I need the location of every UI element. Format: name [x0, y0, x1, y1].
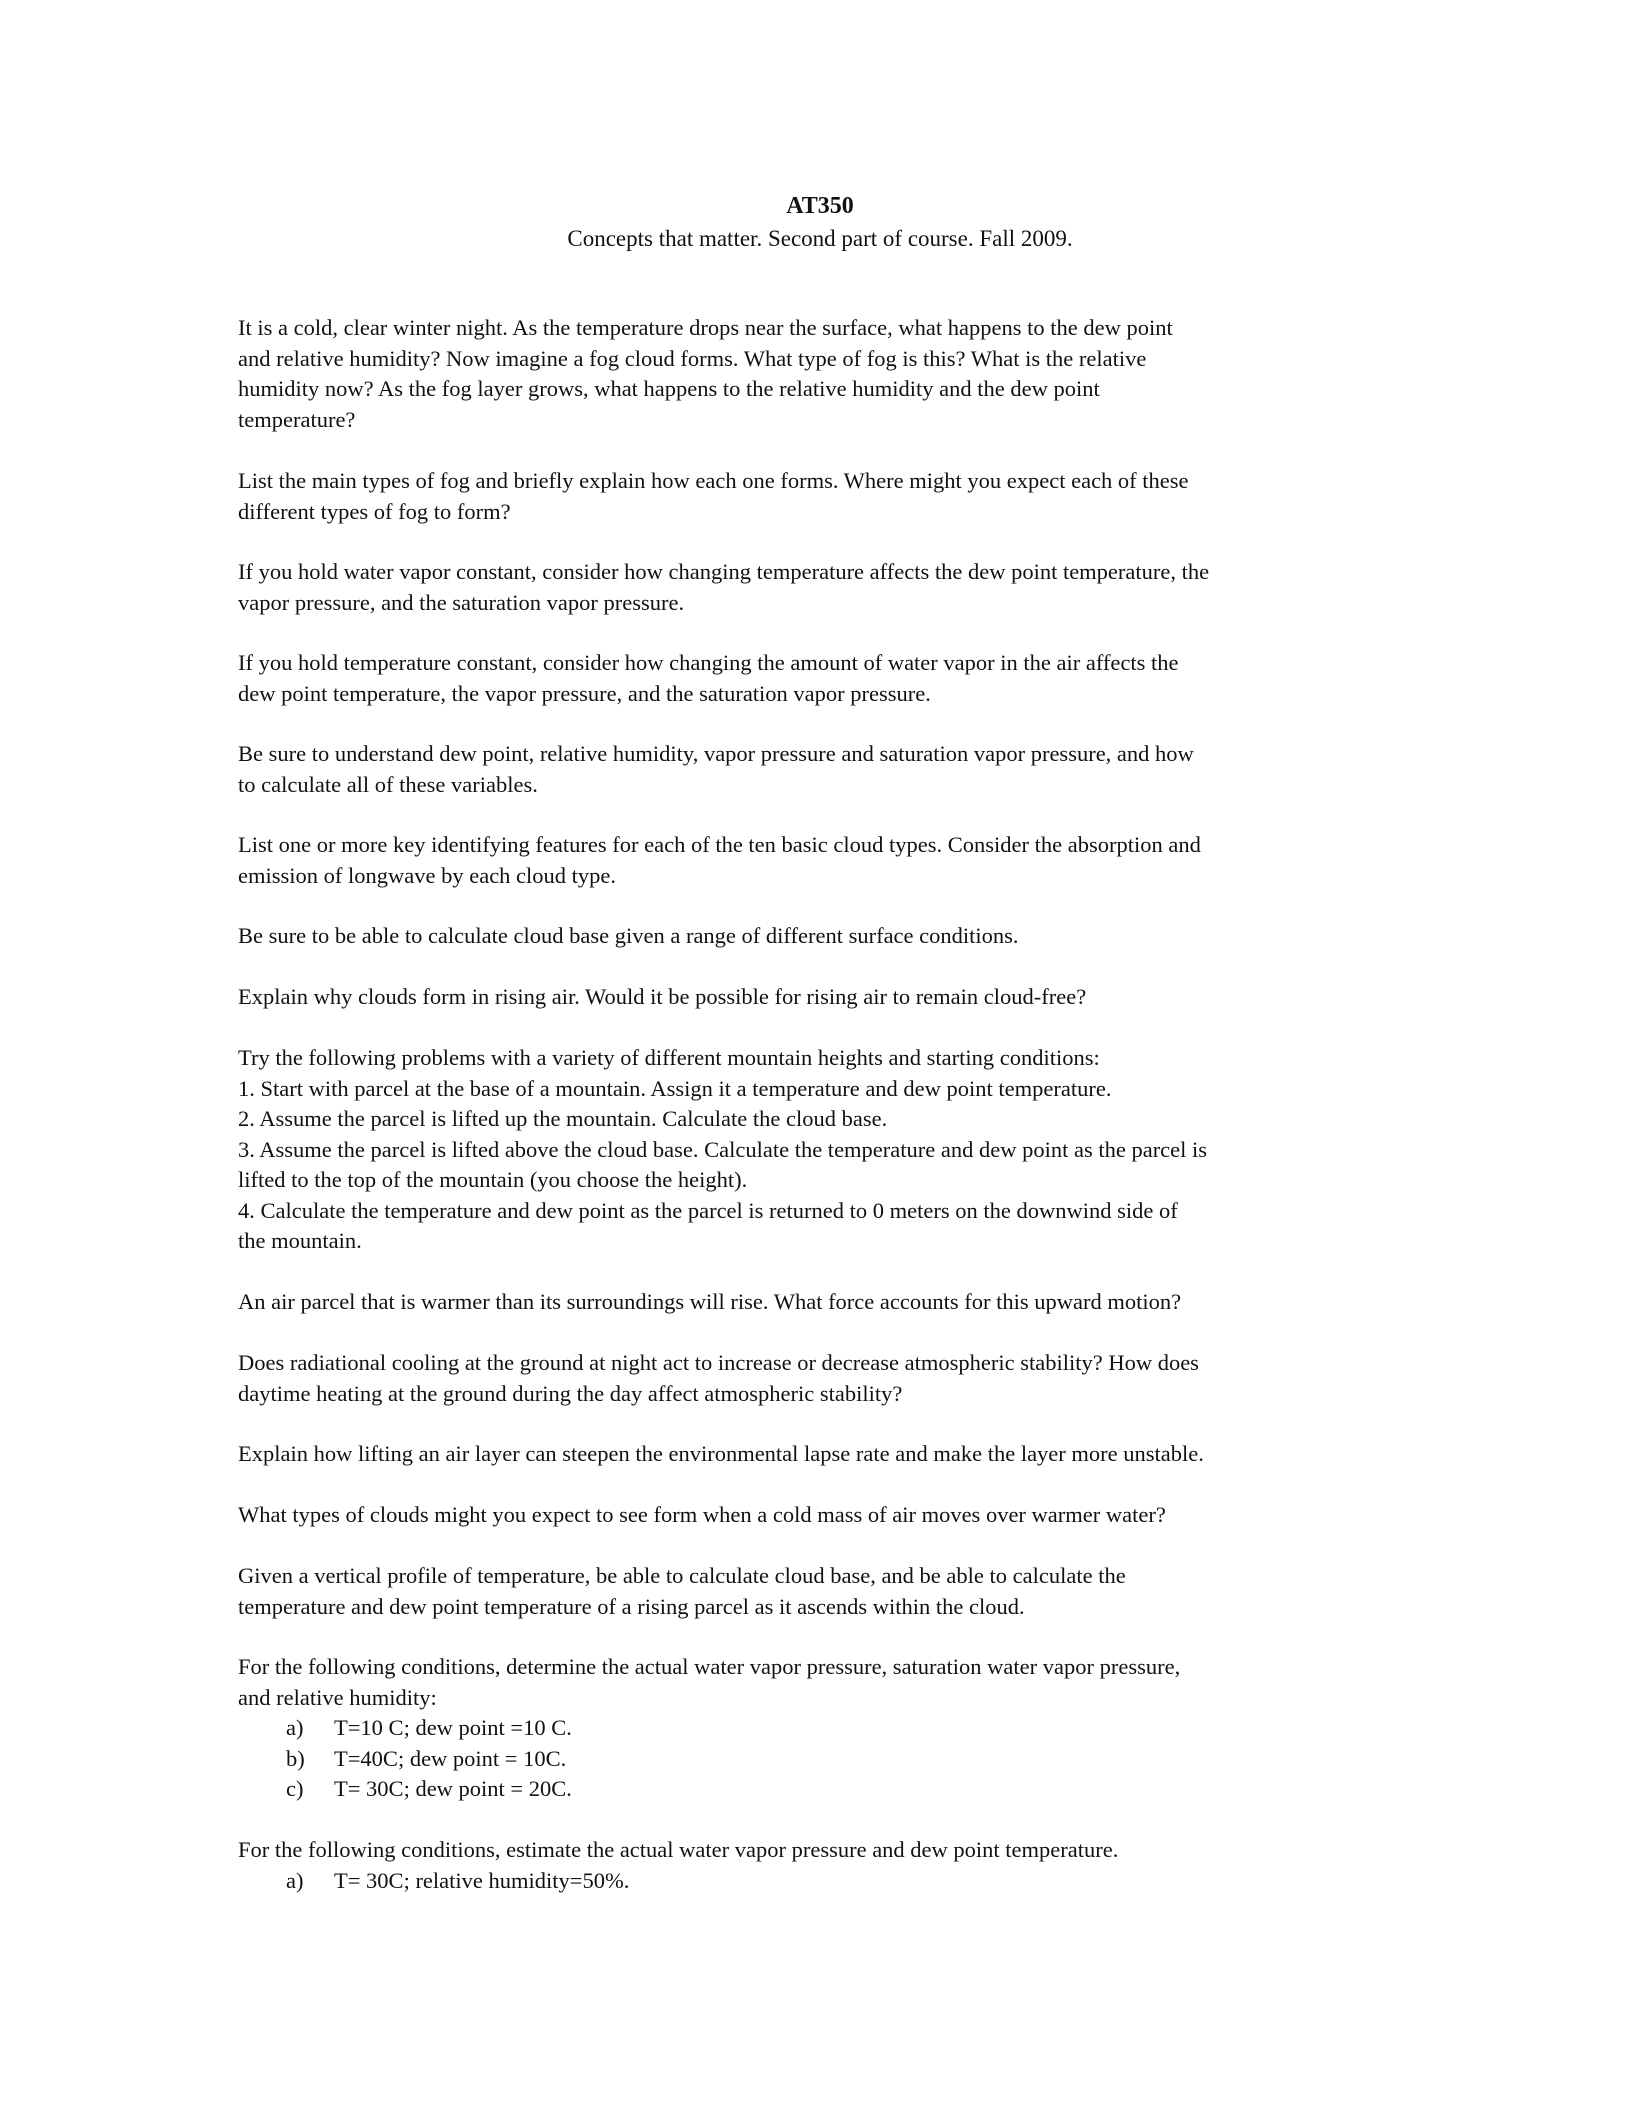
paragraph-estimate-vapor-pressure [238, 1835, 1418, 1866]
paragraph-line: daytime heating at the ground during the day affect atmospheric stability? [238, 1380, 903, 1406]
paragraph-line: lifted to the top of the mountain (you choose the height). [238, 1167, 748, 1192]
paragraph-line: emission of longwave by each cloud type. [238, 862, 617, 888]
list-item [238, 1866, 629, 1897]
paragraph-line: Does radiational cooling at the ground at night act to increase or decrease atmospheric stability? How does [238, 1350, 1199, 1375]
list-marker: a) [286, 1715, 304, 1740]
paragraph-line: What types of clouds might you expect to see form when a cold mass of air moves over warmer water? [238, 1502, 1166, 1527]
list-item [238, 1744, 572, 1775]
paragraph-line: If you hold water vapor constant, consider how changing temperature affects the dew point temperature, the [238, 559, 1210, 584]
paragraph-line: vapor pressure, and the saturation vapor pressure. [238, 589, 685, 615]
paragraph-dew-point-definitions [238, 739, 1418, 800]
paragraph-constant-temperature [238, 648, 1418, 709]
paragraph-vertical-profile [238, 1561, 1418, 1622]
paragraph-line: humidity now? As the fog layer grows, what happens to the relative humidity and the dew point [238, 376, 1100, 401]
list-item-text: T=40C; dew point = 10C. [334, 1745, 567, 1771]
paragraph-cold-air-over-water [238, 1500, 1418, 1531]
paragraph-line: Be sure to be able to calculate cloud base given a range of different surface conditions. [238, 923, 1019, 948]
list-marker: b) [286, 1745, 305, 1771]
conditions-list [238, 1713, 572, 1805]
paragraph-cloud-base [238, 921, 1418, 952]
document-subtitle: Concepts that matter. Second part of course. Fall 2009. [567, 226, 1073, 251]
paragraph-line: and relative humidity? Now imagine a fog cloud forms. What type of fog is this? What is the relative [238, 345, 1147, 371]
paragraph-line: 1. Start with parcel at the base of a mountain. Assign it a temperature and dew point temperature. [238, 1075, 1112, 1101]
paragraph-line: the mountain. [238, 1228, 362, 1253]
list-item [238, 1713, 572, 1744]
paragraph-line: dew point temperature, the vapor pressure, and the saturation vapor pressure. [238, 680, 931, 706]
paragraph-line: to calculate all of these variables. [238, 771, 538, 797]
paragraph-radiational-cooling [238, 1348, 1418, 1409]
paragraph-fog-types [238, 466, 1418, 527]
paragraph-line: An air parcel that is warmer than its surroundings will rise. What force accounts for this upward motion? [238, 1289, 1182, 1314]
list-marker: a) [286, 1868, 304, 1893]
paragraph-line: 3. Assume the parcel is lifted above the cloud base. Calculate the temperature and dew point as the parcel is [238, 1136, 1208, 1162]
paragraph-line: For the following conditions, determine the actual water vapor pressure, saturation water vapor pressure, [238, 1654, 1181, 1679]
paragraph-radiation-fog [238, 313, 1418, 435]
paragraph-line: List one or more key identifying features for each of the ten basic cloud types. Consider the absorption and [238, 832, 1201, 857]
paragraph-buoyancy [238, 1287, 1418, 1318]
list-item-text: T= 30C; relative humidity=50%. [334, 1868, 630, 1893]
paragraph-cloud-types [238, 830, 1418, 891]
paragraph-line: It is a cold, clear winter night. As the temperature drops near the surface, what happens to the dew point [238, 315, 1173, 340]
paragraph-line: 2. Assume the parcel is lifted up the mountain. Calculate the cloud base. [238, 1106, 888, 1131]
paragraph-line: Be sure to understand dew point, relative humidity, vapor pressure and saturation vapor pressure, and how [238, 741, 1194, 766]
paragraph-line: If you hold temperature constant, consider how changing the amount of water vapor in the air affects the [238, 650, 1179, 675]
list-item-text: T= 30C; dew point = 20C. [334, 1776, 572, 1801]
paragraph-line: 4. Calculate the temperature and dew point as the parcel is returned to 0 meters on the downwind side of [238, 1197, 1178, 1223]
paragraph-rising-air [238, 982, 1418, 1013]
paragraph-line: Explain how lifting an air layer can steepen the environmental lapse rate and make the layer more unstable. [238, 1441, 1204, 1466]
list-marker: c) [286, 1776, 304, 1801]
paragraph-line: List the main types of fog and briefly explain how each one forms. Where might you expect each of these [238, 468, 1189, 493]
paragraph-line: Explain why clouds form in rising air. Would it be possible for rising air to remain cloud-free? [238, 984, 1087, 1009]
paragraph-line: temperature and dew point temperature of a rising parcel as it ascends within the cloud. [238, 1593, 1025, 1619]
paragraph-line: and relative humidity: [238, 1684, 437, 1710]
paragraph-determine-vapor-pressure [238, 1652, 1418, 1713]
paragraph-line: different types of fog to form? [238, 498, 511, 524]
paragraph-line: temperature? [238, 406, 356, 432]
list-item [238, 1774, 572, 1805]
paragraph-line: Try the following problems with a variety of different mountain heights and starting conditions: [238, 1045, 1100, 1070]
paragraph-lapse-rate [238, 1439, 1418, 1470]
estimate-conditions-list [238, 1866, 629, 1897]
paragraph-mountain-problems [238, 1043, 1418, 1257]
paragraph-constant-vapor [238, 557, 1418, 618]
list-item-text: T=10 C; dew point =10 C. [334, 1715, 572, 1740]
paragraph-line: Given a vertical profile of temperature, be able to calculate cloud base, and be able to calculate the [238, 1563, 1126, 1588]
document-title: AT350 [786, 193, 854, 219]
paragraph-line: For the following conditions, estimate the actual water vapor pressure and dew point temperature. [238, 1837, 1119, 1862]
